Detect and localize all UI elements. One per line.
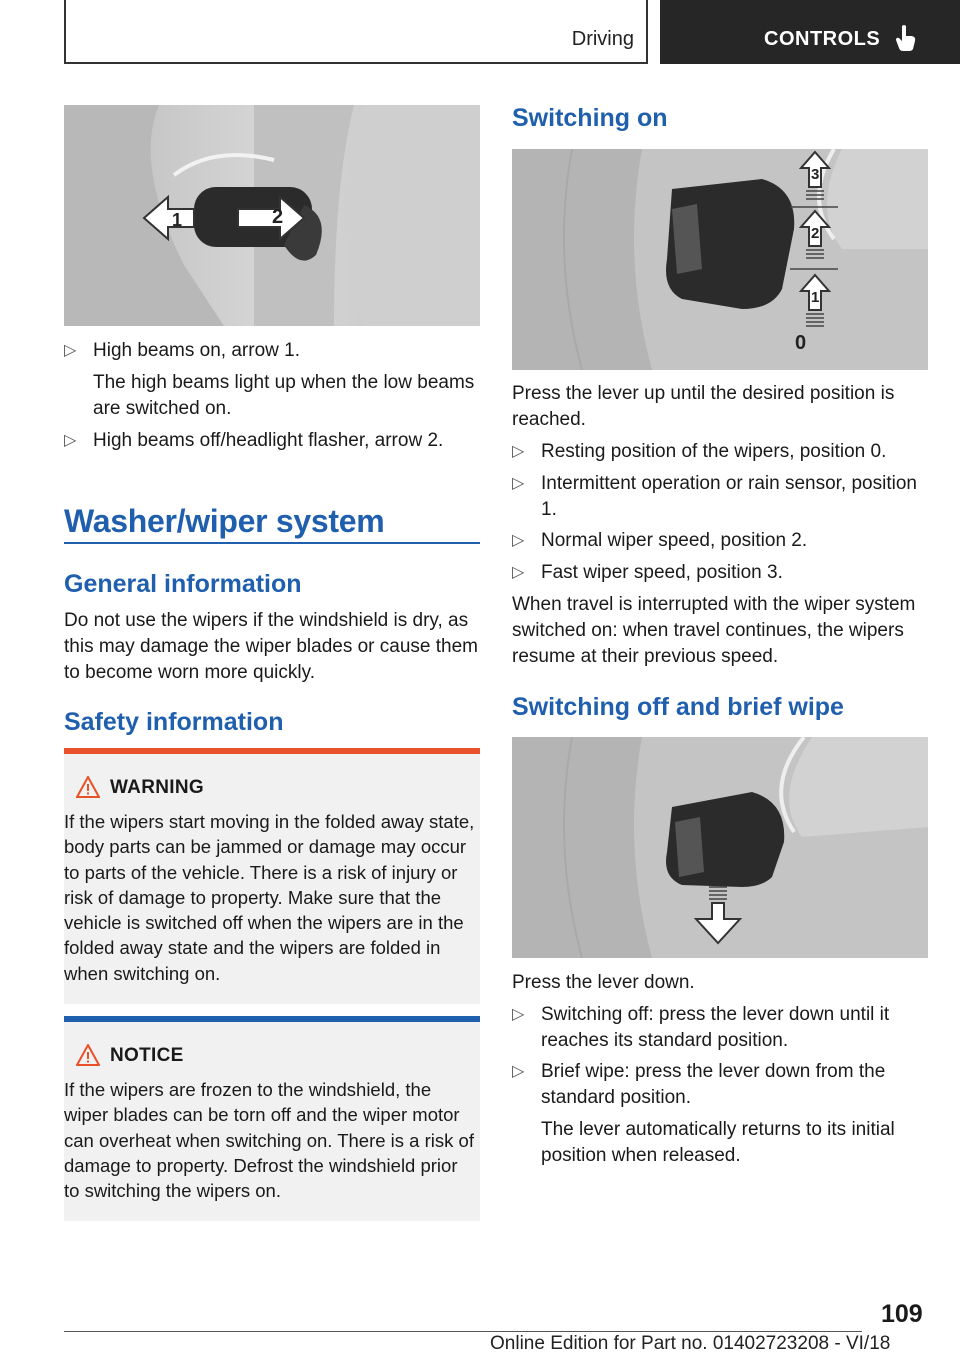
footer-edition: Online Edition for Part no. 01402723208 - VI/18	[490, 1333, 891, 1354]
triangle-bullet-icon: ▷	[64, 342, 77, 359]
notice-box	[64, 1016, 480, 1221]
notice-text: If the wipers are frozen to the windshield, the wiper blades can be torn off and the wiper motor can overheat when switching on. There is a risk of damage to property. Defrost the windshield prior to switching the wipers on.	[64, 1079, 474, 1202]
triangle-bullet-icon: ▷	[512, 443, 525, 460]
wiper-lever-down-figure	[512, 737, 928, 958]
warning-box	[64, 748, 480, 1004]
bullet-text: Intermittent operation or rain sensor, position 1.	[541, 473, 917, 520]
bullet-text: Normal wiper speed, position 2.	[541, 530, 808, 551]
position-2-label: 2	[811, 225, 820, 242]
warning-title: WARNING	[110, 777, 204, 798]
switching-off-intro: Press the lever down.	[512, 972, 695, 993]
position-1-label: 1	[811, 289, 820, 306]
notice-bar	[64, 1016, 480, 1022]
warning-text: If the wipers start moving in the folded away state, body parts can be jammed or damage may occur to parts of the vehicle. There is a risk of injury or risk of damage to property. Make sure that the vehicle is switched off when the wipers are in the folded away state and the wipers are folded in when switching on.	[64, 811, 475, 984]
bullet-text: High beams on, arrow 1.	[93, 340, 300, 361]
notice-title: NOTICE	[110, 1045, 184, 1066]
warning-triangle-icon	[76, 776, 100, 803]
footer-rule	[64, 1331, 862, 1332]
triangle-bullet-icon: ▷	[64, 432, 77, 449]
subsection-heading: Safety information	[64, 708, 284, 736]
page-number: 109	[881, 1300, 923, 1328]
header-chapter-tab	[660, 0, 960, 64]
bullet-text: Fast wiper speed, position 3.	[541, 562, 783, 583]
arrow-2-label: 2	[272, 206, 284, 228]
triangle-bullet-icon: ▷	[512, 564, 525, 581]
heading-rule	[64, 542, 480, 544]
pointing-hand-icon	[894, 24, 918, 57]
arrow-1-label: 1	[172, 210, 183, 230]
warning-triangle-icon	[76, 1044, 100, 1071]
section-heading: Washer/wiper system	[64, 503, 385, 539]
header-chapter-label: CONTROLS	[764, 28, 881, 50]
triangle-bullet-icon: ▷	[512, 1006, 525, 1023]
position-0-label: 0	[795, 332, 807, 354]
bullet-text: Resting position of the wipers, position 0.	[541, 441, 887, 462]
triangle-bullet-icon: ▷	[512, 475, 525, 492]
general-information-text: Do not use the wipers if the windshield is dry, as this may damage the wiper blades or cause them to become worn more quickly.	[64, 610, 478, 683]
switching-on-intro: Press the lever up until the desired position is reached.	[512, 383, 895, 430]
wiper-lever-up-figure	[512, 149, 928, 370]
header-section-box	[64, 0, 648, 64]
triangle-bullet-icon: ▷	[512, 532, 525, 549]
bullet-subtext: The high beams light up when the low beams are switched on.	[93, 372, 475, 419]
bullet-text: Brief wipe: press the lever down from the standard position.	[541, 1061, 886, 1108]
bullet-text: High beams off/headlight flasher, arrow 2.	[93, 430, 444, 451]
header-section-label: Driving	[571, 28, 634, 50]
bullet-subtext: The lever automatically returns to its initial position when released.	[541, 1119, 895, 1166]
subsection-heading: Switching off and brief wipe	[512, 693, 844, 721]
position-3-label: 3	[811, 166, 820, 183]
triangle-bullet-icon: ▷	[512, 1063, 525, 1080]
warning-bar	[64, 748, 480, 754]
subsection-heading: Switching on	[512, 104, 668, 132]
bullet-text: Switching off: press the lever down until it reaches its standard position.	[541, 1004, 890, 1051]
subsection-heading: General information	[64, 570, 302, 598]
interrupted-travel-note: When travel is interrupted with the wiper system switched on: when travel continues, the wipers resume at their previous speed.	[512, 594, 916, 667]
list-item	[64, 338, 480, 418]
high-beam-lever-figure	[64, 105, 480, 326]
